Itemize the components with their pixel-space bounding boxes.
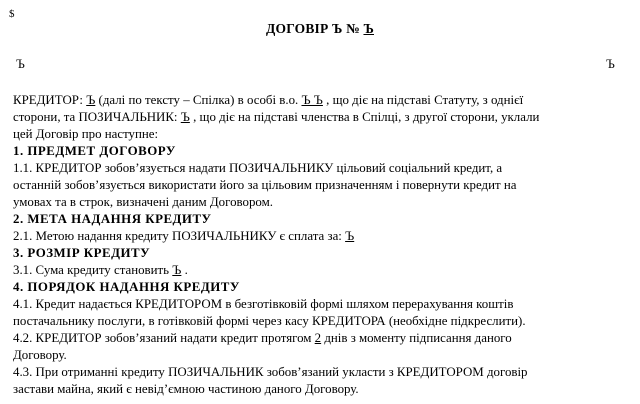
preamble-line-1 <box>13 92 627 109</box>
contract-number-field: Ъ <box>363 21 374 36</box>
clause-3-1 <box>13 262 627 279</box>
preamble-text: (далі по тексту – Спілка) в особі в.о. <box>95 93 302 107</box>
clause-4-1-line-1: 4.1. Кредит надається КРЕДИТОРОМ в безготівковій формі шляхом перерахування коштів <box>13 297 514 311</box>
clause-4-2-line-1 <box>13 330 627 347</box>
dollar-mark: $ <box>9 8 15 20</box>
clause-4-1-line-2: постачальнику послуги, в готівковій формі через касу КРЕДИТОРА (необхідне підкреслити). <box>13 314 526 328</box>
lender-label: КРЕДИТОР: <box>13 93 87 107</box>
section-1-heading: 1. ПРЕДМЕТ ДОГОВОРУ <box>13 144 176 158</box>
clause-4-2-line-2: Договору. <box>13 348 67 362</box>
preamble-text: , що діє на підставі Статуту, з однієї <box>322 93 524 107</box>
clause-4-3-line-1: 4.3. При отриманні кредиту ПОЗИЧАЛЬНИК зобов’язаний укласти з КРЕДИТОРОМ договір <box>13 365 528 379</box>
preamble-text: , що діє на підставі членства в Спілці, з другої сторони, уклали <box>189 110 540 124</box>
section-2-heading: 2. МЕТА НАДАННЯ КРЕДИТУ <box>13 212 212 226</box>
borrower-label: сторони, та ПОЗИЧАЛЬНИК: <box>13 110 181 124</box>
clause-4-3-line-2: застави майна, який є невід’ємною частиною даного Договору. <box>13 382 359 396</box>
credit-amount-field: Ъ <box>172 263 182 277</box>
contract-body <box>13 92 627 398</box>
place-field: Ъ <box>16 57 25 71</box>
clause-1-1-line-2: останній зобов’язується використати його за цільовим призначенням і повернути кредит на <box>13 178 517 192</box>
clause-1-1-line-1: 1.1. КРЕДИТОР зобов’язується надати ПОЗИЧАЛЬНИКУ цільовий соціальний кредит, а <box>13 161 503 175</box>
contract-title <box>0 21 640 37</box>
preamble-line-2 <box>13 109 627 126</box>
clause-text: 2.1. Метою надання кредиту ПОЗИЧАЛЬНИКУ є сплата за: <box>13 229 346 243</box>
clause-text: 4.2. КРЕДИТОР зобов’язаний надати кредит протягом <box>13 331 315 345</box>
clause-text: днів з моменту підписання даного <box>321 331 512 345</box>
clause-1-1-line-3: умовах та в строк, визначені даним Договором. <box>13 195 274 209</box>
clause-text: 3.1. Сума кредиту становить <box>13 263 173 277</box>
date-field: Ъ <box>606 57 615 71</box>
credit-purpose-field: Ъ <box>345 229 355 243</box>
section-4-heading: 4. ПОРЯДОК НАДАННЯ КРЕДИТУ <box>13 280 240 294</box>
clause-text: . <box>181 263 188 277</box>
lender-representative-field: Ъ Ъ <box>301 93 323 107</box>
title-prefix: ДОГОВІР Ъ № <box>266 21 364 36</box>
days-count-field: 2 <box>314 331 322 345</box>
lender-name-field: Ъ <box>86 93 96 107</box>
preamble-line-3: цей Договір про наступне: <box>13 127 159 141</box>
section-3-heading: 3. РОЗМІР КРЕДИТУ <box>13 246 151 260</box>
clause-2-1 <box>13 228 627 245</box>
borrower-name-field: Ъ <box>180 110 190 124</box>
